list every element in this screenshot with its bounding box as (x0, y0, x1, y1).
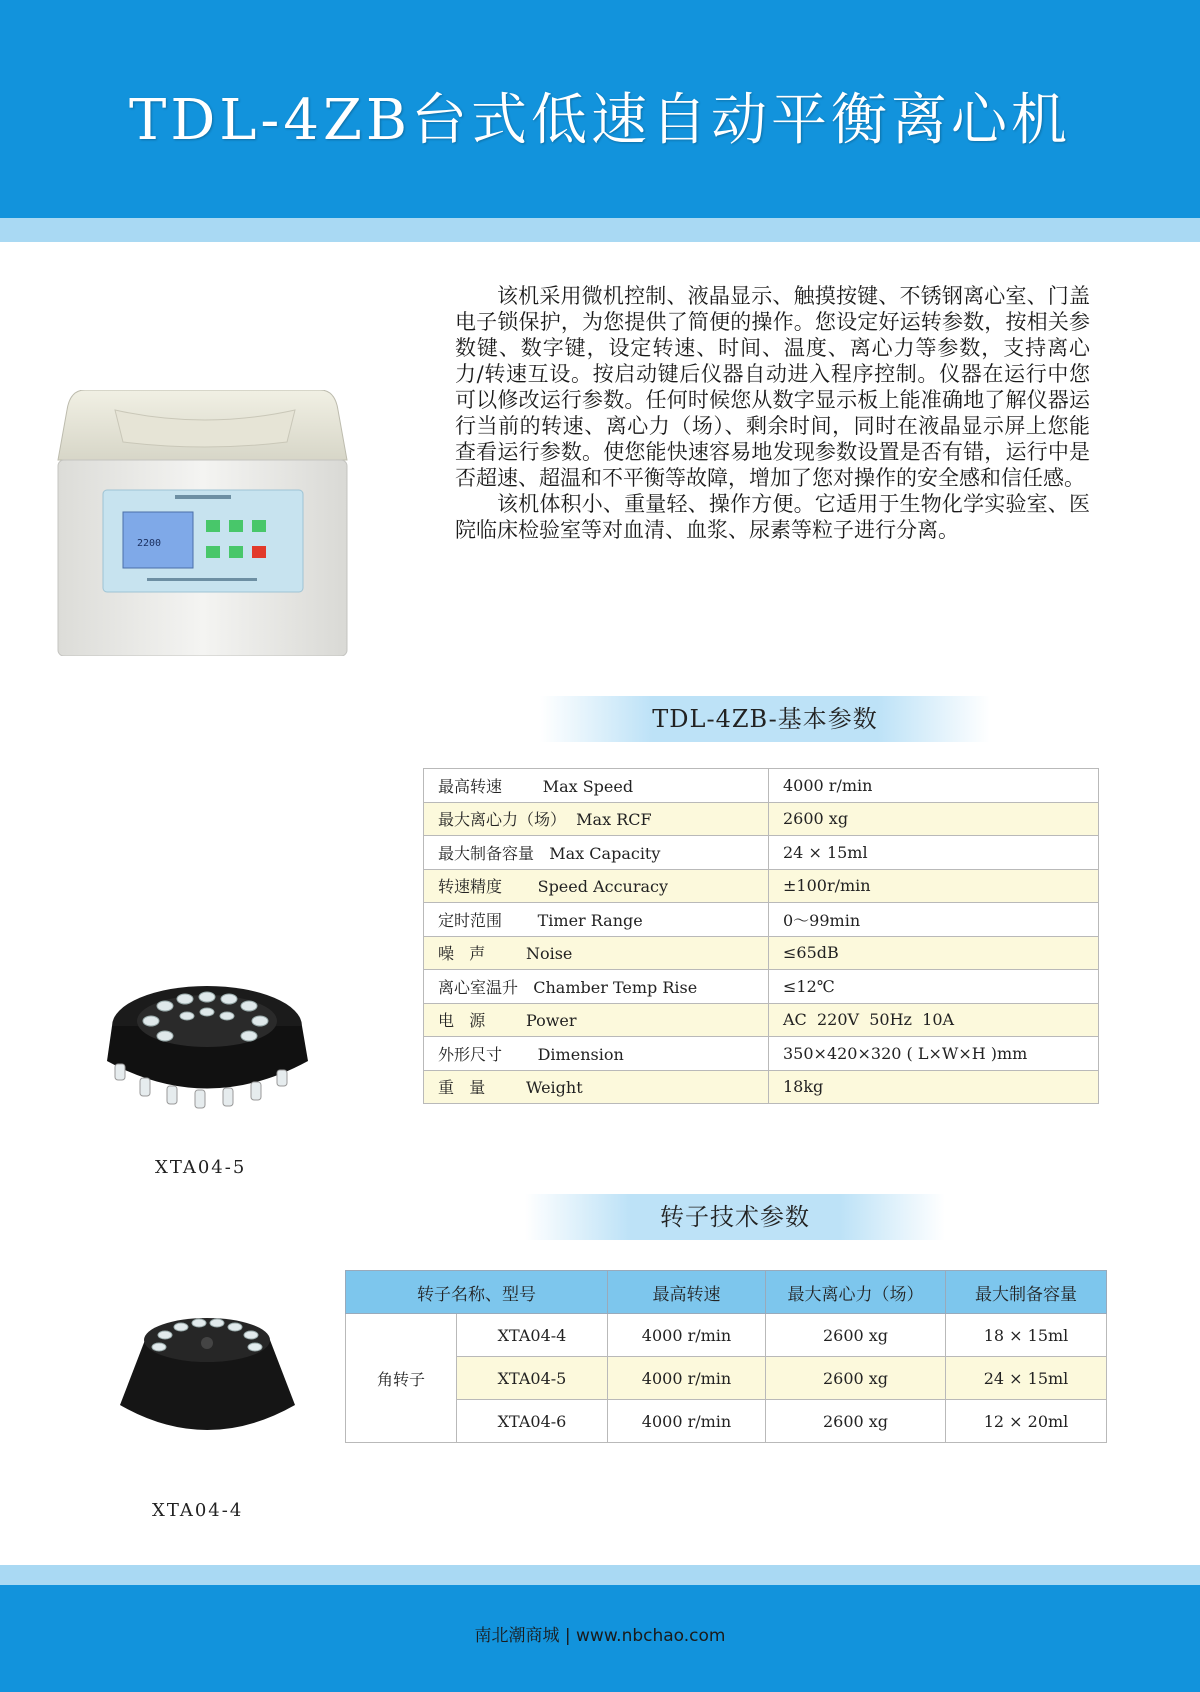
svg-text:2200: 2200 (137, 538, 162, 549)
table-row (424, 1037, 1099, 1071)
header-stripe (0, 218, 1200, 242)
rotor-xta04-4-image (115, 1305, 300, 1450)
param-name: 电 源 Power (424, 1003, 769, 1037)
intro-paragraph: 该机体积小、重量轻、操作方便。它适用于生物化学实验室、医院临床检验室等对血清、血浆、尿素等粒子进行分离。 (455, 492, 1090, 542)
column-header: 转子名称、型号 (346, 1271, 608, 1314)
table-row (346, 1357, 1107, 1400)
table-row (424, 836, 1099, 870)
page-title: TDL-4ZB台式低速自动平衡离心机 (128, 88, 1072, 153)
param-value: AC 220V 50Hz 10A (769, 1003, 1099, 1037)
rotor-caption: XTA04-4 (152, 1500, 244, 1521)
intro-text (455, 283, 1090, 543)
table-row (424, 936, 1099, 970)
param-name: 转速精度 Speed Accuracy (424, 869, 769, 903)
table-row (424, 970, 1099, 1004)
column-header: 最大制备容量 (946, 1271, 1107, 1314)
table-row (424, 1003, 1099, 1037)
table-row (424, 769, 1099, 803)
column-header: 最高转速 (608, 1271, 766, 1314)
param-value: 2600 xg (769, 802, 1099, 836)
param-name: 最大制备容量 Max Capacity (424, 836, 769, 870)
footer-stripe (0, 1565, 1200, 1585)
param-value: 24 × 15ml (769, 836, 1099, 870)
table-row (424, 1070, 1099, 1104)
rotor-rcf: 2600 xg (766, 1400, 946, 1443)
param-value: 4000 r/min (769, 769, 1099, 803)
rotor-rcf: 2600 xg (766, 1357, 946, 1400)
param-name: 外形尺寸 Dimension (424, 1037, 769, 1071)
table-row (346, 1314, 1107, 1357)
table-row (424, 869, 1099, 903)
param-value: ≤12℃ (769, 970, 1099, 1004)
centrifuge-image (55, 390, 350, 656)
table-row (346, 1400, 1107, 1443)
param-name: 最高转速 Max Speed (424, 769, 769, 803)
param-value: 18kg (769, 1070, 1099, 1104)
rotor-model: XTA04-6 (457, 1400, 608, 1443)
param-value: ≤65dB (769, 936, 1099, 970)
param-value: 350×420×320 ( L×W×H )mm (769, 1037, 1099, 1071)
rotor-params-table (345, 1270, 1107, 1443)
rotor-caption: XTA04-5 (155, 1157, 247, 1178)
param-name: 最大离心力（场） Max RCF (424, 802, 769, 836)
table-row (424, 903, 1099, 937)
rotor-params-heading: 转子技术参数 (525, 1194, 945, 1240)
footer-link[interactable]: 南北潮商城 | www.nbchao.com (474, 1626, 726, 1646)
param-name: 重 量 Weight (424, 1070, 769, 1104)
rotor-model: XTA04-4 (457, 1314, 608, 1357)
rotor-group-label: 角转子 (346, 1314, 457, 1443)
param-name: 定时范围 Timer Range (424, 903, 769, 937)
rotor-speed: 4000 r/min (608, 1357, 766, 1400)
rotor-capacity: 18 × 15ml (946, 1314, 1107, 1357)
rotor-xta04-5-image (105, 966, 310, 1121)
rotor-model: XTA04-5 (457, 1357, 608, 1400)
basic-params-table (423, 768, 1099, 1104)
rotor-speed: 4000 r/min (608, 1314, 766, 1357)
rotor-capacity: 24 × 15ml (946, 1357, 1107, 1400)
param-name: 离心室温升 Chamber Temp Rise (424, 970, 769, 1004)
param-value: 0～99min (769, 903, 1099, 937)
rotor-rcf: 2600 xg (766, 1314, 946, 1357)
param-value: ±100r/min (769, 869, 1099, 903)
column-header: 最大离心力（场） (766, 1271, 946, 1314)
table-header-row (346, 1271, 1107, 1314)
rotor-speed: 4000 r/min (608, 1400, 766, 1443)
param-name: 噪 声 Noise (424, 936, 769, 970)
basic-params-heading: TDL-4ZB-基本参数 (540, 696, 990, 742)
table-row (424, 802, 1099, 836)
intro-paragraph: 该机采用微机控制、液晶显示、触摸按键、不锈钢离心室、门盖电子锁保护，为您提供了简便的操作。您设定好运转参数，按相关参数键、数字键，设定转速、时间、温度、离心力等参数，支持离心力/转速互设。按启动键后仪器自动进入程序控制。仪器在运行中您可以修改运行参数。任何时候您从数字显示板上能准确地了解仪器运行当前的转速、离心力（场）、剩余时间，同时在液晶显示屏上您能查看运行参数。使您能快速容易地发现参数设置是否有错，运行中是否超速、超温和不平衡等故障，增加了您对操作的安全感和信任感。 (455, 284, 1090, 490)
rotor-capacity: 12 × 20ml (946, 1400, 1107, 1443)
